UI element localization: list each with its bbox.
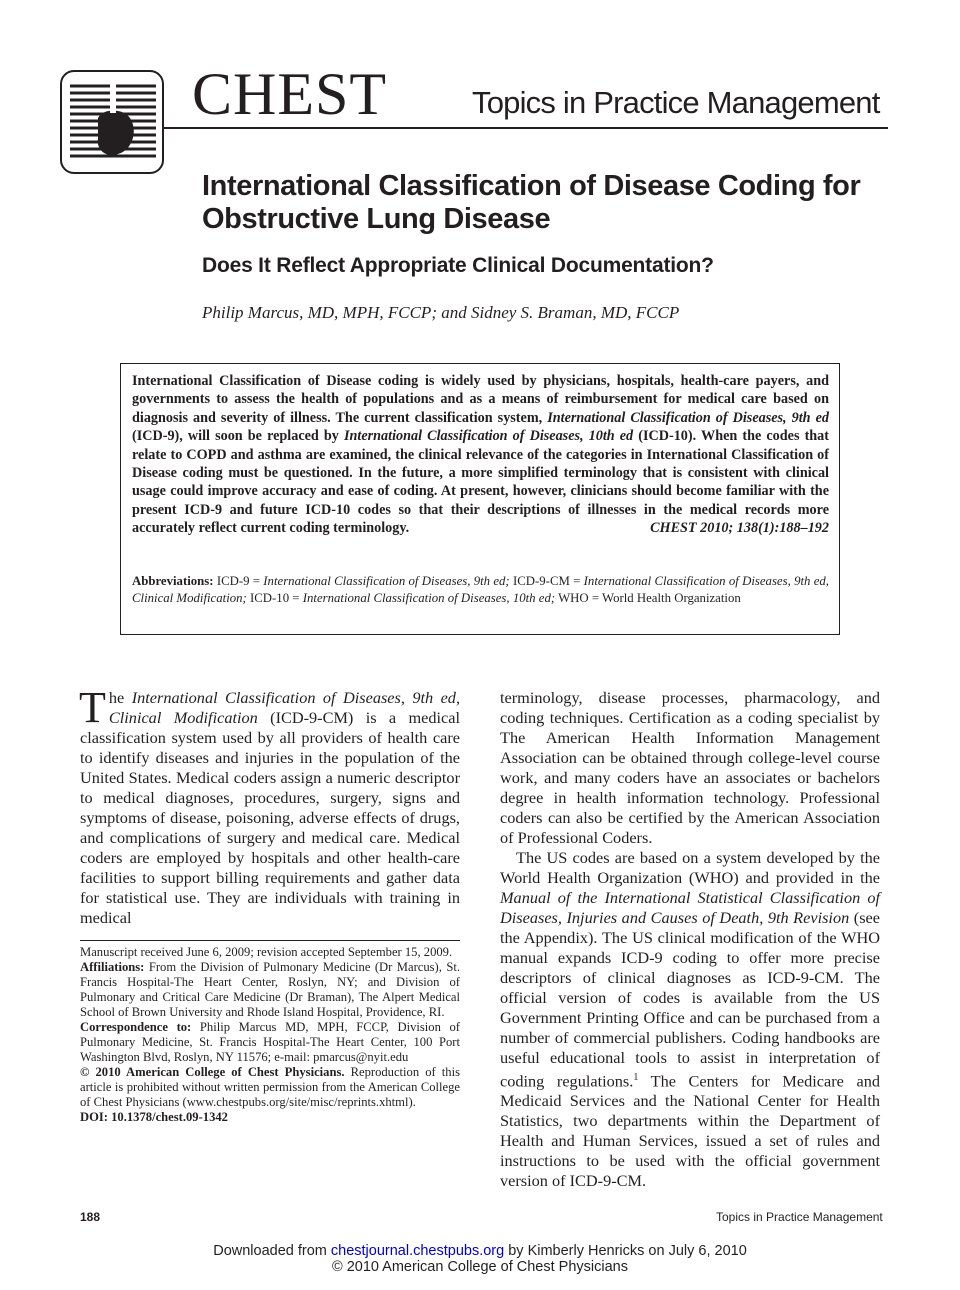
footnotes	[80, 945, 460, 1125]
copyright-notice: © 2010 American College of Chest Physicians. Reproduction of this article is prohibited without written permission from the American College of Chest Physicians (www.chestpubs.org/site/misc/reprints.xhtml).	[80, 1065, 460, 1109]
abbreviations: Abbreviations: ICD-9 = International Classification of Diseases, 9th ed; ICD-9-CM = International Classification of Diseases, 9th ed, Clinical Modification; ICD-10 = International Classification of Diseases, 10th ed; WHO = World Health Organization	[132, 574, 829, 605]
drop-cap: T	[79, 683, 106, 732]
manuscript-received: Manuscript received June 6, 2009; revision accepted September 15, 2009.	[80, 945, 453, 959]
reference-marker[interactable]: 1	[633, 1072, 639, 1083]
article-title: International Classification of Disease Coding for Obstructive Lung Disease	[202, 170, 861, 235]
header-rule	[164, 127, 888, 129]
body-paragraph: The International Classification of Diseases, 9th ed, Clinical Modification (ICD-9-CM) is a medical classification system used by all providers of health care to identify diseases and injuries in the population of the United States. Medical coders assign a numeric descriptor to medical diagnoses, procedures, surgery, signs and symptoms of disease, poisoning, adverse effects of drugs, and complications of surgery and medical care. Medical coders are employed by hospitals and other health-care facilities to support billing requirements and gather data for statistical use. They are individuals with training in medical	[79, 683, 461, 927]
affiliations: Affiliations: From the Division of Pulmonary Medicine (Dr Marcus), St. Francis Hospital-The Heart Center, Roslyn, NY; and Division of Pulmonary and Critical Care Medicine (Dr Braman), The Alpert Medical School of Brown University and Rhode Island Hospital, Providence, RI.	[80, 960, 460, 1019]
body-paragraph: terminology, disease processes, pharmacology, and coding techniques. Certification as a coding specialist by The American Health Information Management Association can be obtained through college-level course work, and many coders have an associates or bachelors degree in health information technology. Professional coders can also be certified by the American Association of Professional Coders.	[500, 688, 880, 847]
footnote-rule	[80, 940, 460, 941]
article-authors: Philip Marcus, MD, MPH, FCCP; and Sidney S. Braman, MD, FCCP	[202, 303, 680, 322]
abstract-text: International Classification of Disease coding is widely used by physicians, hospitals, health-care payers, and governments to assess the health of populations and as a means of reimbursement for medical care based on diagnosis and severity of illness. The current classification system, International Classification of Diseases, 9th ed (ICD-9), will soon be replaced by International Classification of Diseases, 10th ed (ICD-10). When the codes that relate to COPD and asthma are examined, the clinical relevance of the categories in International Classification of Disease coding must be questioned. In the future, a more simplified terminology that is consistent with clinical usage could improve accuracy and ease of coding. At present, however, clinicians should become familiar with the present ICD-9 and future ICD-10 codes so that their descriptions of illnesses in the medical records more accurately reflect current coding terminology. CHEST 2010; 138(1):188–192	[132, 373, 830, 537]
doi: DOI: 10.1378/chest.09-1342	[80, 1110, 228, 1124]
running-title: Topics in Practice Management	[716, 1210, 883, 1224]
download-notice: Downloaded from chestjournal.chestpubs.org by Kimberly Henricks on July 6, 2010 © 2010 American College of Chest Physicians	[0, 1243, 960, 1275]
body-right-column	[500, 688, 880, 1191]
page-number: 188	[80, 1210, 101, 1224]
body-paragraph: The US codes are based on a system developed by the World Health Organization (WHO) and provided in the Manual of the International Statistical Classification of Diseases, Injuries and Causes of Death, 9th Revision (see the Appendix). The US clinical modification of the WHO manual expands ICD-9 coding to offer more precise descriptors of clinical diagnoses as ICD-9-CM. The official version of codes is available from the US Government Printing Office and can be purchased from a number of commercial publishers. Coding handbooks are useful educational tools to assist in interpretation of coding regulations.$^1$ The Centers for Medicare and Medicaid Services and the National Center for Health Statistics, two departments within the Department of Health and Human Services, issued a set of rules and instructions to be used with the official government version of ICD-9-CM.	[500, 848, 881, 1191]
abstract-box	[120, 363, 840, 635]
body-left-column	[79, 683, 461, 928]
journal-name: CHEST	[192, 61, 388, 127]
download-link[interactable]: chestjournal.chestpubs.org	[330, 1243, 505, 1259]
article-subtitle: Does It Reflect Appropriate Clinical Documentation?	[202, 254, 714, 277]
section-title: Topics in Practice Management	[472, 85, 880, 120]
journal-logo	[60, 70, 164, 174]
download-copyright: © 2010 American College of Chest Physicians	[331, 1259, 628, 1275]
abstract-citation: CHEST 2010; 138(1):188–192	[650, 520, 829, 537]
chest-lungs-heart-logo-icon	[68, 78, 158, 168]
correspondence: Correspondence to: Philip Marcus MD, MPH, FCCP, Division of Pulmonary Medicine, St. Francis Hospital-The Heart Center, 100 Port Washington Blvd, Roslyn, NY 11576; e-mail: pmarcus@nyit.edu	[80, 1020, 461, 1064]
